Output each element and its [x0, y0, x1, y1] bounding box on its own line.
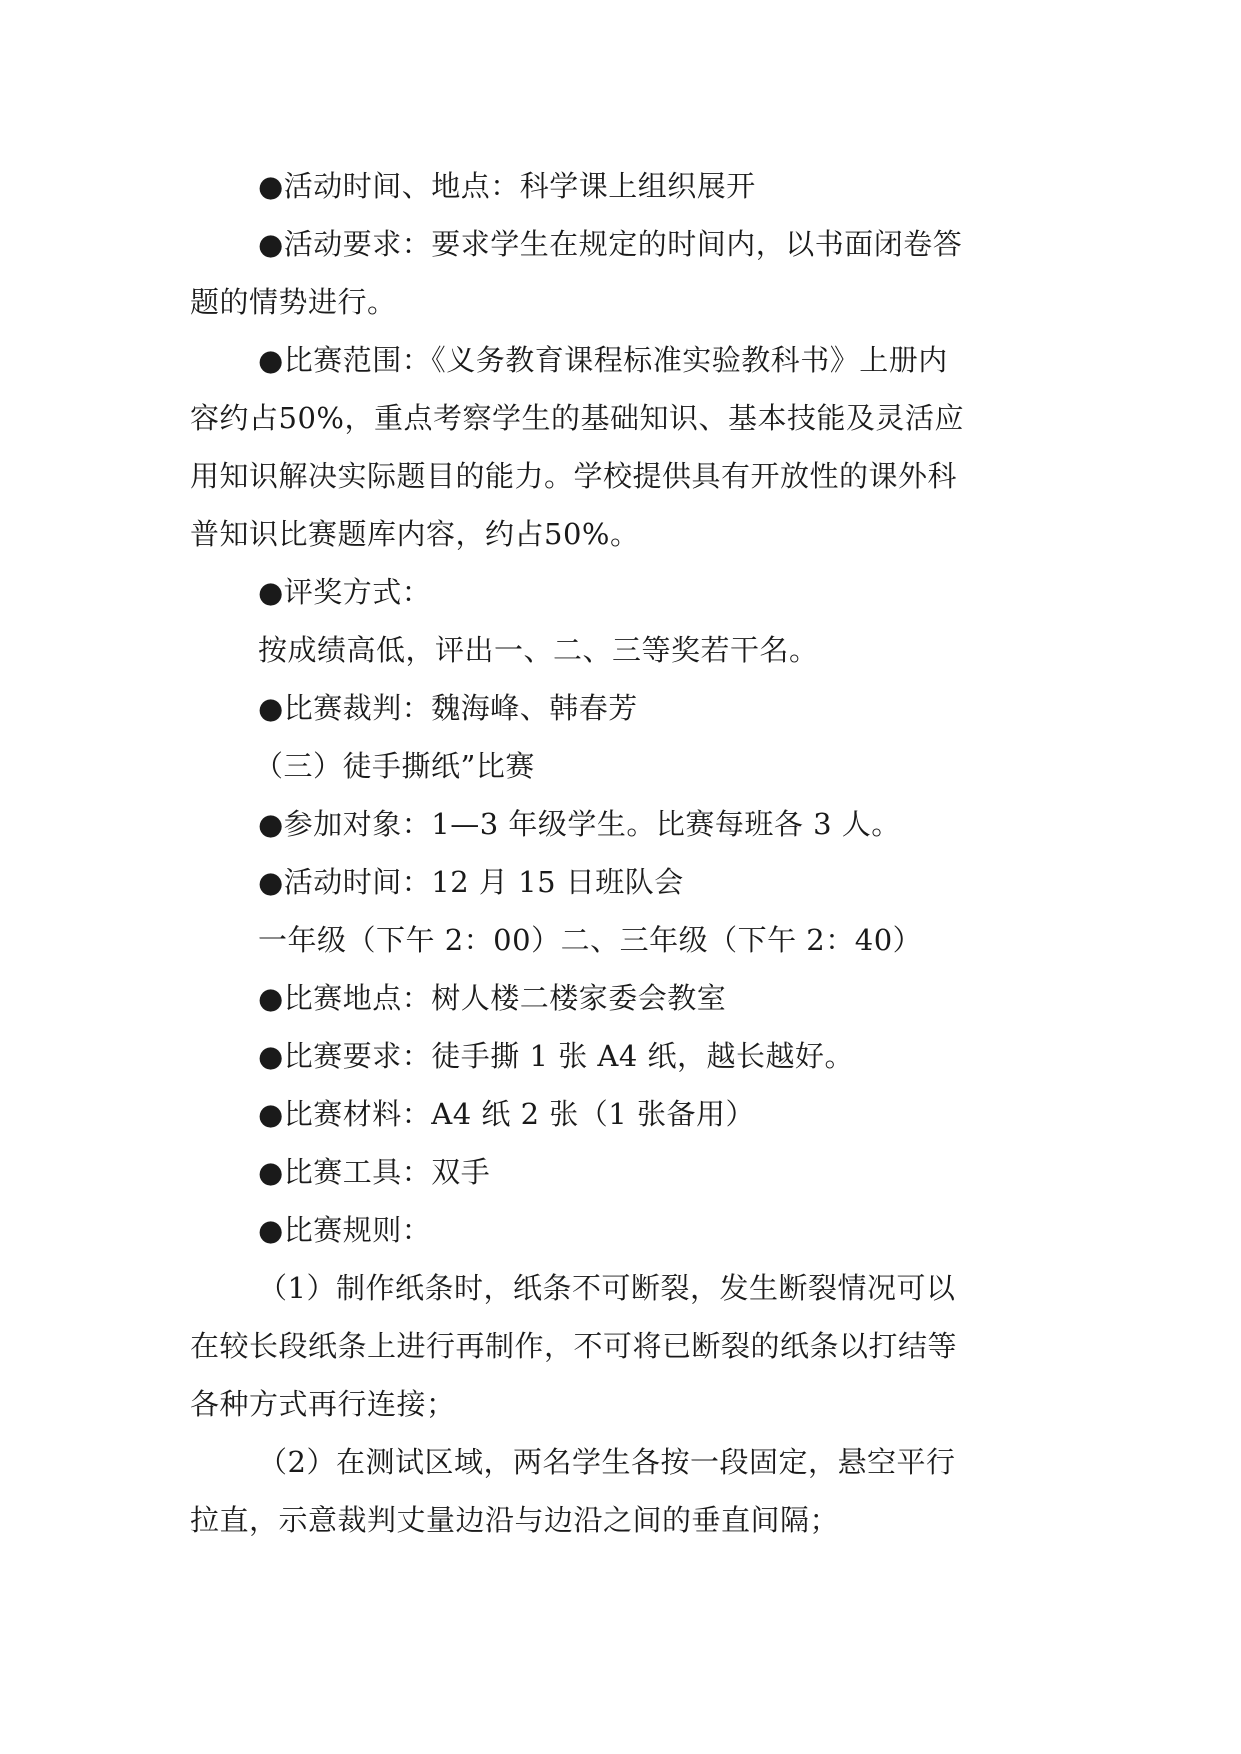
paragraph-rule-1: （1）制作纸条时，纸条不可断裂，发生断裂情况可以	[258, 1271, 956, 1305]
section-heading-paper-tearing: （三）徒手撕纸”比赛	[254, 749, 535, 783]
paragraph-rules: ●比赛规则：	[258, 1213, 432, 1247]
paragraph-rule-2: （2）在测试区域，两名学生各按一段固定，悬空平行	[258, 1445, 956, 1479]
paragraph-award-method: ●评奖方式：	[258, 575, 432, 609]
paragraph-venue: ●比赛地点：树人楼二楼家委会教室	[258, 981, 727, 1015]
paragraph-rule-1-cont-1: 在较长段纸条上进行再制作，不可将已断裂的纸条以打结等	[190, 1329, 958, 1363]
paragraph-competition-scope-cont-3: 普知识比赛题库内容，约占50%。	[190, 517, 640, 551]
paragraph-grade-schedule: 一年级（下午 2：00）二、三年级（下午 2：40）	[258, 923, 923, 957]
paragraph-participants: ●参加对象：1—3 年级学生。比赛每班各 3 人。	[258, 807, 901, 841]
paragraph-competition-scope-cont-1: 容约占50%，重点考察学生的基础知识、基本技能及灵活应	[190, 401, 964, 435]
paragraph-activity-time-place: ●活动时间、地点：科学课上组织展开	[258, 169, 756, 203]
paragraph-rule-1-cont-2: 各种方式再行连接；	[190, 1387, 456, 1421]
paragraph-rule-2-cont: 拉直，示意裁判丈量边沿与边沿之间的垂直间隔；	[190, 1503, 840, 1537]
paragraph-activity-requirements: ●活动要求：要求学生在规定的时间内，以书面闭卷答	[258, 227, 963, 261]
paragraph-materials: ●比赛材料：A4 纸 2 张（1 张备用）	[258, 1097, 755, 1131]
paragraph-competition-scope: ●比赛范围：《义务教育课程标准实验教科书》上册内	[258, 343, 948, 377]
paragraph-award-method-detail: 按成绩高低，评出一、二、三等奖若干名。	[258, 633, 819, 667]
paragraph-tools: ●比赛工具：双手	[258, 1155, 491, 1189]
paragraph-competition-scope-cont-2: 用知识解决实际题目的能力。学校提供具有开放性的课外科	[190, 459, 958, 493]
paragraph-activity-requirements-cont: 题的情势进行。	[190, 285, 397, 319]
paragraph-activity-time: ●活动时间：12 月 15 日班队会	[258, 865, 684, 899]
paragraph-referees: ●比赛裁判：魏海峰、韩春芳	[258, 691, 638, 725]
paragraph-requirements: ●比赛要求：徒手撕 1 张 A4 纸，越长越好。	[258, 1039, 855, 1073]
